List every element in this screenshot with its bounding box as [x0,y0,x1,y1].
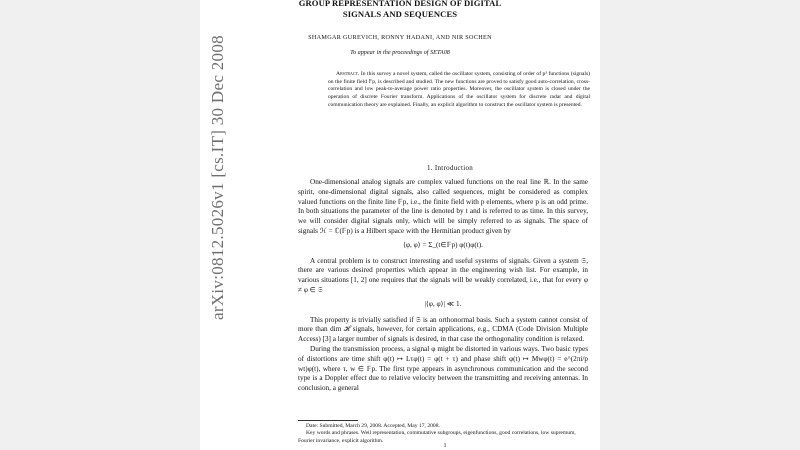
paper-authors: SHAMGAR GUREVICH, RONNY HADANI, AND NIR SOCHEN [308,34,492,41]
equation-weak-correlation: |⟨φ, φ⟩| ≪ 1. [424,299,462,308]
abstract-label: Abstract. [336,71,360,77]
paragraph: During the transmission process, a signal φ might be distorted in various ways. Two basic types of distortions are time shift φ(t) ↦ Lτφ(t) = φ(t + τ) and phase shift φ(t) ↦ Mwφ(t) = e^(2πi/p wt)φ(t), where τ, w ∈ 𝔽p. The first type appears in asynchronous communication and the second type is a Doppler effect due to relative velocity between the transmitting and receiving antennas. In conclusion, a general [298,344,588,393]
abstract [328,71,590,110]
footnotes [298,420,588,445]
section-heading: 1. Introduction [426,164,474,172]
paragraph: A central problem is to construct interesting and useful systems of signals. Given a system 𝔖, there are various desired properties which appear in the engineering wish list. For example, in various situations [1, 2] one requires that the signals will be weakly correlated, i.e., that for every φ ≠ φ ∈ 𝔖 [298,256,588,294]
paper-title: GROUP REPRESENTATION DESIGN OF DIGITAL SIGNALS AND SEQUENCES [298,0,502,19]
page-number: 1 [443,443,447,449]
right-background [600,0,800,450]
equation-hermitian-product: ⟨φ, φ⟩ = Σ_(t∈𝔽p) φ(t)φ(t). [403,240,483,249]
footnote-rule [298,420,358,421]
proceedings-note: To appear in the proceedings of SETA08 [350,49,450,56]
left-background [0,0,200,450]
paragraph: This property is trivially satisfied if 𝔖 is an orthonormal basis. Such a system cannot consist of more than dim ℋ signals, however, for certain applications, e.g., CDMA (Code Division Multiple Access) [3] a larger number of signals is desired, in that case the orthogonality condition is relaxed. [298,315,588,344]
paper-page [200,0,600,450]
footnote-keywords: Key words and phrases. Weil representation, commutative subgroups, eigenfunctions, good correlations, low supremum, Fourier invariance, explicit algorithm. [298,430,576,444]
paragraph: One-dimensional analog signals are complex valued functions on the real line ℝ. In the same spirit, one-dimensional digital signals, also called sequences, might be considered as complex valued functions on the finite line 𝔽p, i.e., the finite field with p elements, where p is an odd prime. In both situations the parameter of the line is denoted by t and is referred to as time. In this survey, we will consider digital signals only, which will be simply referred to as signals. The space of signals ℋ = ℂ(𝔽p) is a Hilbert space with the Hermitian product given by [298,178,588,235]
arxiv-stamp: arXiv:0812.5026v1 [cs.IT] 30 Dec 2008 [208,35,227,320]
footnote-date: Date: Submitted, March 29, 2008. Accepted, May 17, 2008. [306,423,440,429]
body-text [298,178,588,394]
abstract-text: In this survey a novel system, called the oscillator system, consisting of order of p³ functions (signals) on the finite field 𝔽p, is described and studied. The new functions are proved to satisfy good auto-correlation, cross-correlation and low peak-to-average power ratio properties. Moreover, the oscillator system is closed under the operation of discrete Fourier transform. Applications of the oscillator system for discrete radar and digital communication theory are explained. Finally, an explicit algorithm to construct the oscillator system is presented. [328,71,590,108]
